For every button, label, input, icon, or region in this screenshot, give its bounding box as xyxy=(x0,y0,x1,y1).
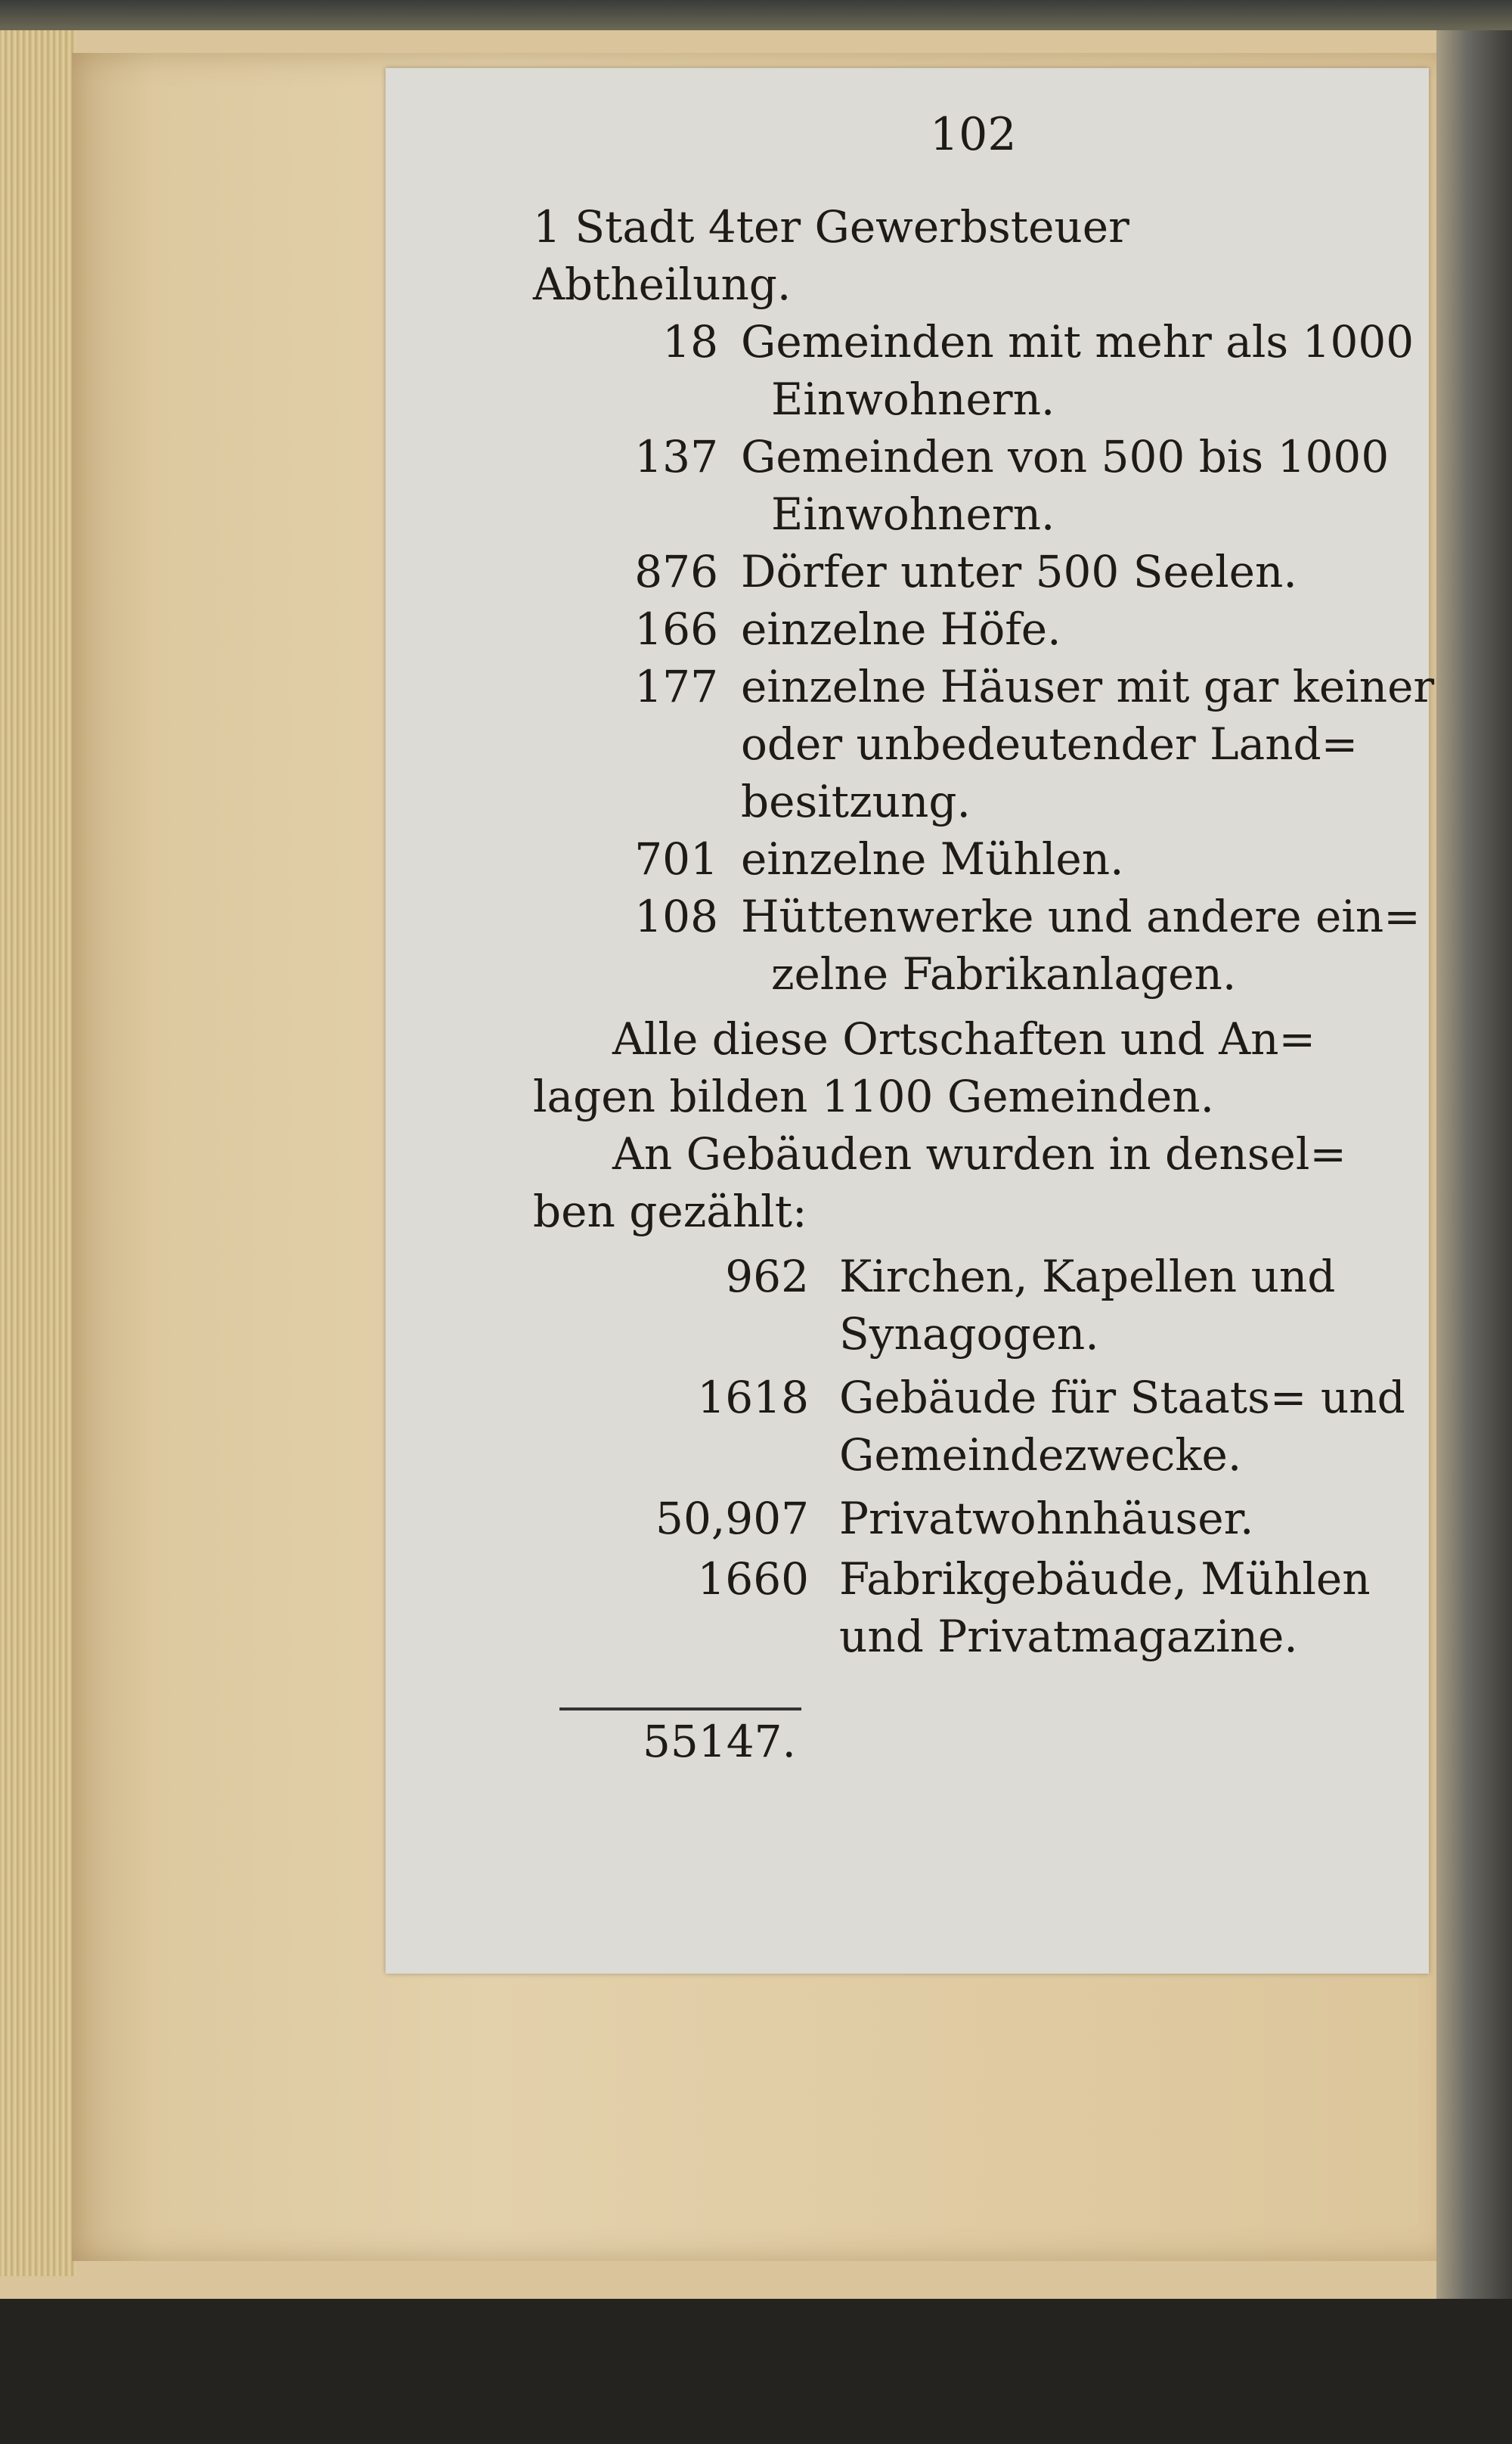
background-bottom xyxy=(0,2299,1512,2444)
entry-text: oder unbedeutender Land= xyxy=(741,718,1359,770)
building-text: Kirchen, Kapellen und xyxy=(839,1251,1336,1302)
entry-count: 108 xyxy=(634,891,718,942)
entry-count: 18 xyxy=(662,316,718,368)
building-count: 962 xyxy=(725,1251,809,1302)
entry-text: besitzung. xyxy=(741,776,971,827)
entry-count: 876 xyxy=(634,546,718,597)
entry-text: Einwohnern. xyxy=(771,488,1055,540)
paragraph-line: ben gezählt: xyxy=(533,1186,807,1237)
entry-count: 701 xyxy=(634,833,718,885)
paragraph-line: Alle diese Ortschaften und An= xyxy=(612,1013,1316,1065)
building-count: 1618 xyxy=(697,1372,809,1423)
building-text: Privatwohnhäuser. xyxy=(839,1493,1254,1544)
page-number: 102 xyxy=(930,108,1017,161)
sum-rule xyxy=(559,1707,801,1710)
entry-text: Dörfer unter 500 Seelen. xyxy=(741,546,1297,597)
building-text: Fabrikgebäude, Mühlen xyxy=(839,1553,1371,1605)
building-text: Gebäude für Staats= und xyxy=(839,1372,1405,1423)
building-text: Synagogen. xyxy=(839,1308,1099,1360)
entry-text: einzelne Höfe. xyxy=(741,603,1061,655)
entry-text: Gemeinden mit mehr als 1000 xyxy=(741,316,1414,368)
book-spine xyxy=(1436,30,1512,2337)
entry-text: Einwohnern. xyxy=(771,374,1055,425)
building-text: Gemeindezwecke. xyxy=(839,1429,1242,1481)
entry-text: zelne Fabrikanlagen. xyxy=(771,948,1237,1000)
heading-line-1: 1 Stadt 4ter Gewerbsteuer xyxy=(533,201,1129,253)
entry-text: Hüttenwerke und andere ein= xyxy=(741,891,1421,942)
paragraph-line: An Gebäuden wurden in densel= xyxy=(612,1128,1346,1180)
building-count: 1660 xyxy=(697,1553,809,1605)
entry-text: einzelne Häuser mit gar keiner xyxy=(741,661,1435,712)
page-edges-left xyxy=(0,30,76,2276)
entry-count: 137 xyxy=(634,431,718,482)
building-count: 50,907 xyxy=(655,1493,809,1544)
entry-count: 177 xyxy=(634,661,718,712)
paragraph-line: lagen bilden 1100 Gemeinden. xyxy=(533,1071,1215,1122)
entry-text: Gemeinden von 500 bis 1000 xyxy=(741,431,1390,482)
heading-line-2: Abtheilung. xyxy=(533,259,792,310)
entry-text: einzelne Mühlen. xyxy=(741,833,1124,885)
total-sum: 55147. xyxy=(643,1716,796,1767)
entry-count: 166 xyxy=(634,603,718,655)
building-text: und Privatmagazine. xyxy=(839,1611,1298,1662)
